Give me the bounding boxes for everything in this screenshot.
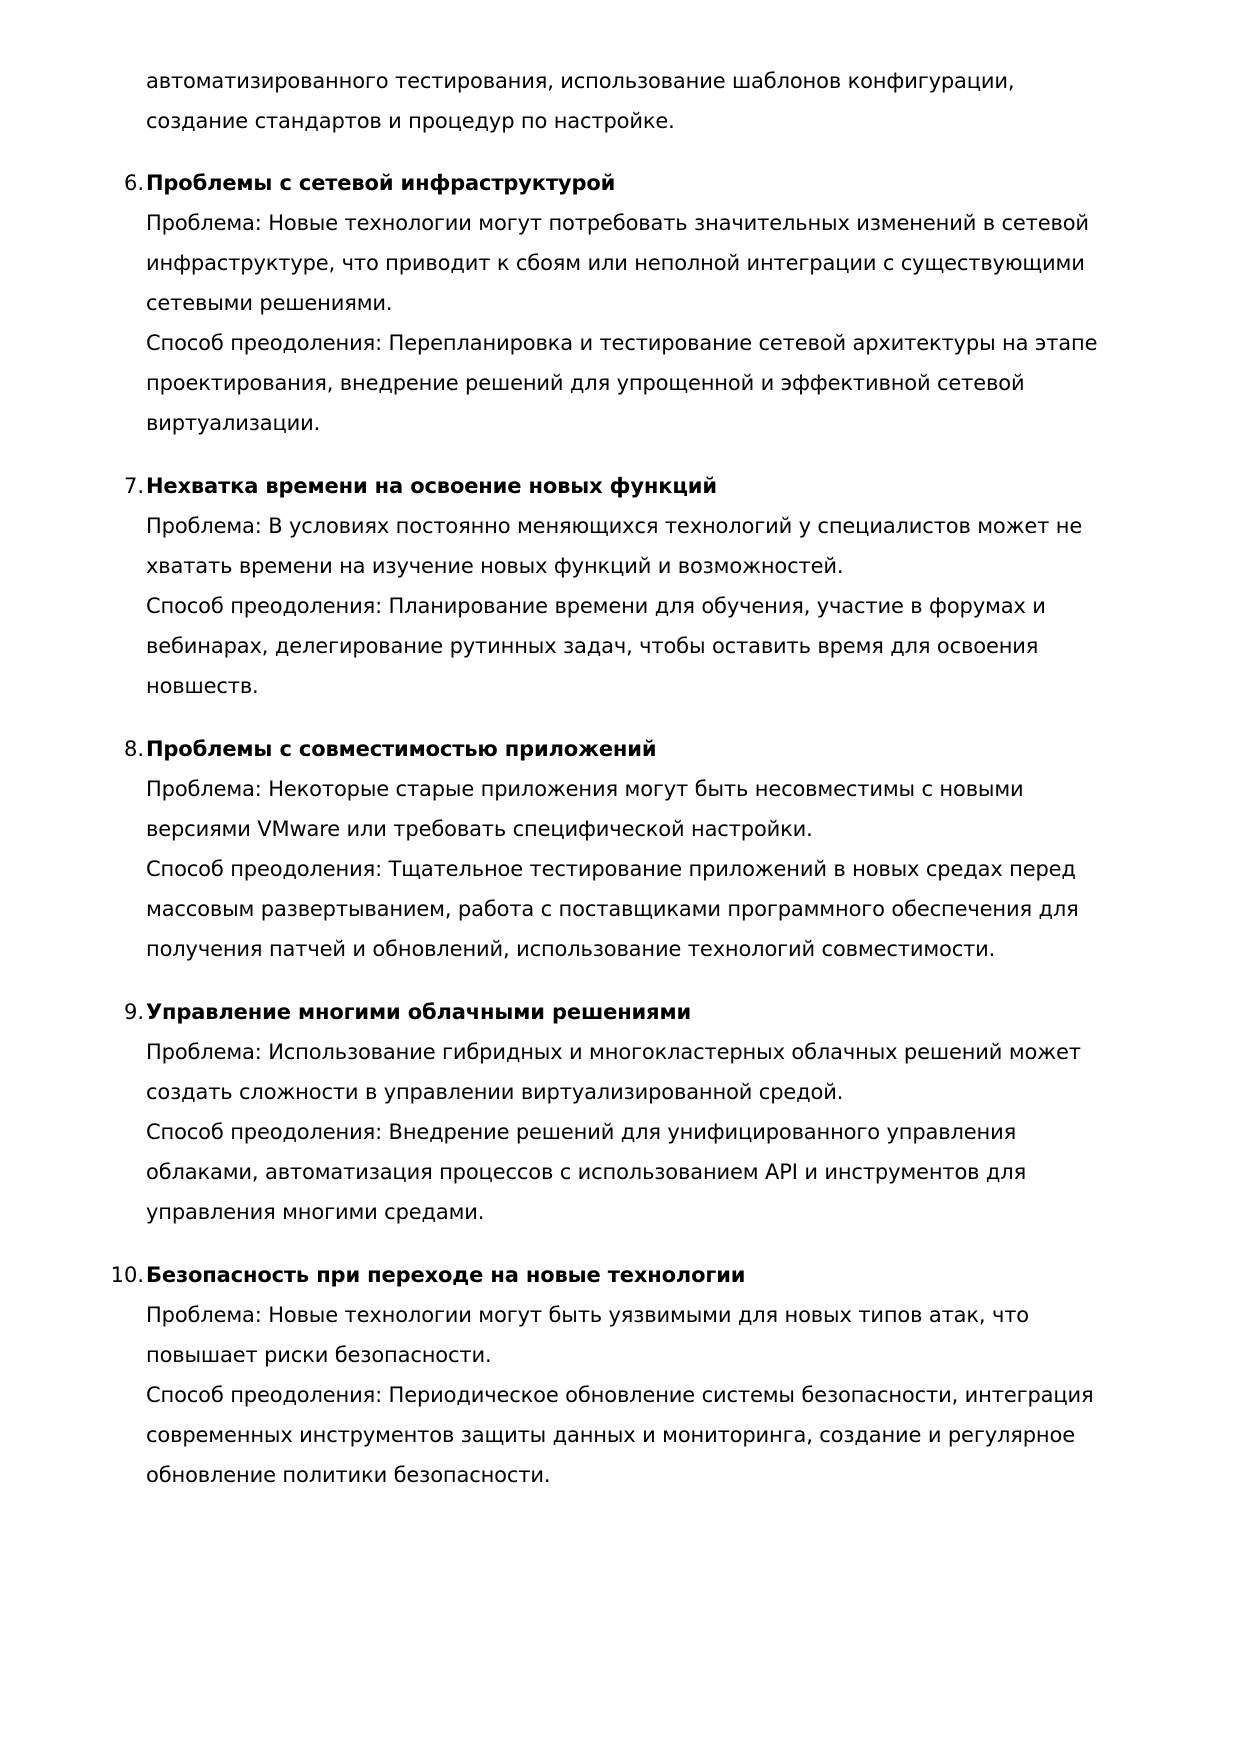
list-item-line: повышает риски безопасности. bbox=[146, 1343, 492, 1367]
list-item-number: 9. bbox=[123, 1000, 144, 1024]
list-item-number: 7. bbox=[123, 474, 144, 498]
list-item-title: Проблемы с совместимостью приложений bbox=[146, 737, 657, 761]
list-item-title: Управление многими облачными решениями bbox=[146, 1000, 692, 1024]
intro-line: автоматизированного тестирования, использование шаблонов конфигурации, bbox=[146, 69, 1015, 93]
list-item-line: вебинарах, делегирование рутинных задач, чтобы оставить время для освоения bbox=[146, 634, 1039, 658]
list-item-title: Нехватка времени на освоение новых функций bbox=[146, 474, 717, 498]
intro-line: создание стандартов и процедур по настройке. bbox=[146, 109, 675, 133]
list-item-line: Способ преодоления: Тщательное тестирование приложений в новых средах перед bbox=[146, 857, 1076, 881]
list-item-line: Проблема: Некоторые старые приложения могут быть несовместимы с новыми bbox=[146, 777, 1024, 801]
list-item-line: виртуализации. bbox=[146, 411, 321, 435]
list-item-body bbox=[146, 1255, 1156, 1495]
list-item-number: 6. bbox=[123, 171, 144, 195]
list-item-line: облаками, автоматизация процессов с использованием API и инструментов для bbox=[146, 1160, 1027, 1184]
list-item-line: версиями VMware или требовать специфической настройки. bbox=[146, 817, 813, 841]
list-item-line: Проблема: Новые технологии могут потребовать значительных изменений в сетевой bbox=[146, 211, 1089, 235]
intro-paragraph bbox=[146, 61, 1156, 141]
list-item-body bbox=[146, 992, 1156, 1232]
list-item-line: создать сложности в управлении виртуализированной средой. bbox=[146, 1080, 844, 1104]
list-item-title: Безопасность при переходе на новые технологии bbox=[146, 1263, 746, 1287]
list-item-line: хватать времени на изучение новых функций и возможностей. bbox=[146, 554, 844, 578]
list-item-body bbox=[146, 466, 1156, 706]
list-item-line: проектирования, внедрение решений для упрощенной и эффективной сетевой bbox=[146, 371, 1025, 395]
list-item-number: 10. bbox=[110, 1263, 144, 1287]
list-item-line: Способ преодоления: Внедрение решений для унифицированного управления bbox=[146, 1120, 1017, 1144]
list-item-line: современных инструментов защиты данных и мониторинга, создание и регулярное bbox=[146, 1423, 1075, 1447]
list-item-line: Проблема: Использование гибридных и многокластерных облачных решений может bbox=[146, 1040, 1081, 1064]
list-item-line: Способ преодоления: Планирование времени для обучения, участие в форумах и bbox=[146, 594, 1046, 618]
list-item-line: получения патчей и обновлений, использование технологий совместимости. bbox=[146, 937, 996, 961]
list-item-line: новшеств. bbox=[146, 674, 259, 698]
list-item-line: Способ преодоления: Перепланировка и тестирование сетевой архитектуры на этапе bbox=[146, 331, 1098, 355]
list-item-line: управления многими средами. bbox=[146, 1200, 485, 1224]
list-item-number: 8. bbox=[123, 737, 144, 761]
list-item-line: массовым развертыванием, работа с поставщиками программного обеспечения для bbox=[146, 897, 1079, 921]
list-item-line: инфраструктуре, что приводит к сбоям или неполной интеграции с существующими bbox=[146, 251, 1085, 275]
list-item-line: Способ преодоления: Периодическое обновление системы безопасности, интеграция bbox=[146, 1383, 1094, 1407]
list-item-title: Проблемы с сетевой инфраструктурой bbox=[146, 171, 616, 195]
list-item-body bbox=[146, 163, 1156, 443]
list-item-body bbox=[146, 729, 1156, 969]
list-item-line: обновление политики безопасности. bbox=[146, 1463, 551, 1487]
list-item-line: Проблема: Новые технологии могут быть уязвимыми для новых типов атак, что bbox=[146, 1303, 1030, 1327]
list-item-line: сетевыми решениями. bbox=[146, 291, 393, 315]
list-item-line: Проблема: В условиях постоянно меняющихся технологий у специалистов может не bbox=[146, 514, 1083, 538]
